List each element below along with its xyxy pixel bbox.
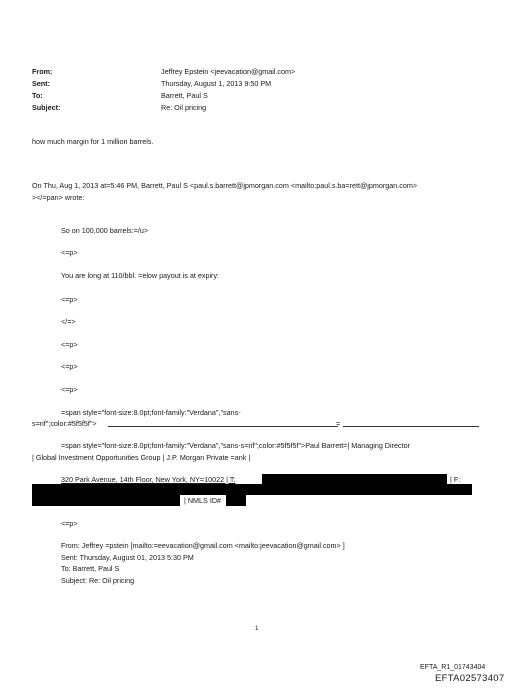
subject-value: Re: Oil pricing	[161, 103, 207, 112]
to-label: To:	[32, 91, 43, 100]
quoted-line: </=>	[61, 317, 76, 326]
fwd-sent: Sent: Thursday, August 01, 2013 5:30 PM	[61, 553, 194, 562]
fax-label: | F:	[450, 475, 461, 484]
quoted-line: You are long at 110/bbl. =elow payout is at expiry:	[61, 271, 220, 280]
bates-stamp-large: EFTA02573407	[435, 673, 505, 684]
bates-stamp-small: EFTA_R1_01743404	[420, 664, 486, 671]
quote-attribution: On Thu, Aug 1, 2013 at=5:46 PM, Barrett, Paul S <paul.s.barrett@jpmorgan.com <mailto:paul.s.ba=rett@jpmorgan.com>	[32, 181, 418, 190]
from-value: Jeffrey Epstein <jeevacation@gmail.com>	[161, 67, 296, 76]
sent-label: Sent:	[32, 79, 50, 88]
redaction-box	[32, 495, 180, 506]
redaction-box	[226, 495, 246, 506]
separator-rule	[108, 426, 338, 427]
from-label: From:	[32, 67, 53, 76]
redaction-box	[32, 484, 472, 495]
span-style-line-cont: s=rif";color:#5f5f5f">	[32, 419, 97, 428]
quoted-line: <=p>	[61, 362, 78, 371]
fwd-from: From: Jeffrey =pstein [mailto:=eevacation@gmail.com <mailto:jeevacation@gmail.com> ]	[61, 541, 345, 550]
subject-label: Subject:	[32, 103, 61, 112]
quoted-line: <=p>	[61, 295, 78, 304]
page-number: 1	[255, 626, 259, 632]
redaction-box	[262, 474, 447, 484]
signature-line-cont: | Global Investment Opportunities Group | J.P. Morgan Private =ank |	[32, 453, 251, 462]
quote-attribution-cont: ></=pan> wrote:	[32, 193, 85, 202]
quoted-line: <=p>	[61, 519, 78, 528]
nmls-label: | NMLS ID#	[184, 496, 222, 505]
quoted-line: <=p>	[61, 248, 78, 257]
to-value: Barrett, Paul S	[161, 91, 208, 100]
reply-text: how much margin for 1 million barrels.	[32, 137, 154, 146]
span-style-line: =span style="font-size:8.0pt;font-family:"Verdana","sans-	[61, 408, 241, 417]
span-style-tail: =	[336, 419, 341, 428]
quoted-line: <=p>	[61, 340, 78, 349]
quoted-line: <=p>	[61, 385, 78, 394]
signature-line: =span style="font-size:8.0pt;font-family:"Verdana","sans-s=rif";color:#5f5f5f">Paul Barrett=| Managing Director	[61, 441, 410, 450]
quoted-line: So on 100,000 barrels:=/u>	[61, 226, 149, 235]
separator-rule	[343, 426, 479, 427]
fwd-subject: Subject: Re: Oil pricing	[61, 576, 135, 585]
fwd-to: To: Barrett, Paul S	[61, 564, 120, 573]
sent-value: Thursday, August 1, 2013 9:50 PM	[161, 79, 272, 88]
address-line: 320 Park Avenue, 14th Floor, New York, NY=10022 | T:	[61, 475, 236, 484]
